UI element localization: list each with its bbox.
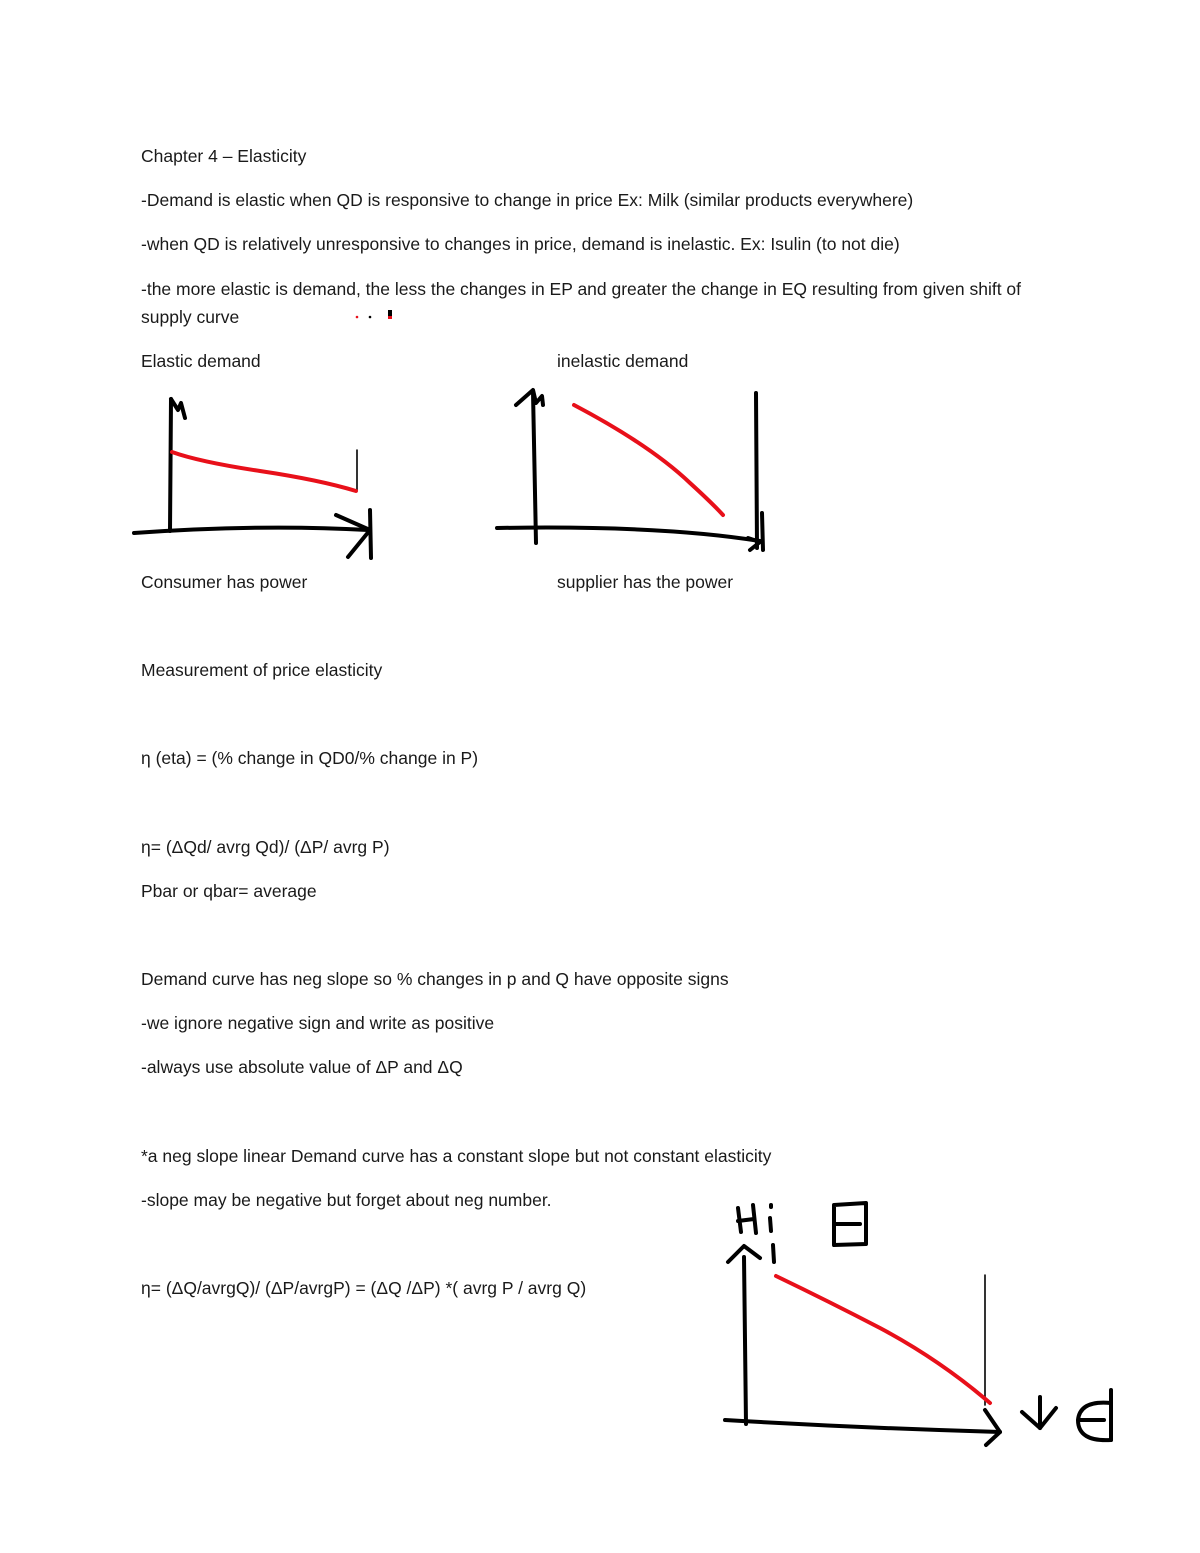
demand-curve	[776, 1276, 990, 1403]
axis-arrowhead	[773, 1245, 774, 1262]
elasticity-formula: η= (ΔQ/avrgQ)/ (ΔP/avrgP) = (ΔQ /ΔP) *( avrg P / avrg Q)	[141, 1278, 587, 1298]
quantity-axis	[725, 1420, 1000, 1432]
eta-definition: η (eta) = (% change in QD0/% change in P)	[141, 748, 479, 768]
slope-negative-note: -slope may be negative but forget about neg number.	[141, 1190, 552, 1210]
elastic-demand-label: Elastic demand	[141, 351, 261, 371]
supply-shift-note: -the more elastic is demand, the less the changes in EP and greater the change in EQ resulting from given shift of supply curve	[141, 279, 1022, 327]
hi-letter-i	[770, 1205, 771, 1231]
elastic-caption: Consumer has power	[141, 572, 308, 592]
inelastic-caption: supplier has the power	[557, 572, 734, 592]
price-axis	[744, 1257, 746, 1424]
hi-letter-h	[738, 1205, 756, 1233]
elastic-definition: -Demand is elastic when QD is responsive to change in price Ex: Milk (similar products everywhere)	[141, 190, 914, 210]
neg-slope-note: Demand curve has neg slope so % changes in p and Q have opposite signs	[141, 969, 729, 989]
low-elasticity-handwriting	[1022, 1390, 1111, 1440]
measurement-heading: Measurement of price elasticity	[141, 660, 383, 680]
bar-note: Pbar or qbar= average	[141, 881, 317, 901]
ignore-sign-note: -we ignore negative sign and write as positive	[141, 1013, 495, 1033]
eta-formula: η= (ΔQd/ avrg Qd)/ (ΔP/ avrg P)	[141, 837, 390, 857]
e-box-handwriting	[834, 1203, 866, 1245]
page-title: Chapter 4 – Elasticity	[141, 146, 307, 166]
hi-handwriting	[738, 1205, 771, 1233]
absolute-value-note: -always use absolute value of ΔP and ΔQ	[141, 1057, 463, 1077]
inelastic-demand-label: inelastic demand	[557, 351, 689, 371]
linear-demand-note: *a neg slope linear Demand curve has a constant slope but not constant elasticity	[141, 1146, 772, 1166]
axis-arrowhead	[985, 1410, 1000, 1445]
inelastic-definition: -when QD is relatively unresponsive to changes in price, demand is inelastic. Ex: Isulin (to not die)	[141, 234, 900, 254]
